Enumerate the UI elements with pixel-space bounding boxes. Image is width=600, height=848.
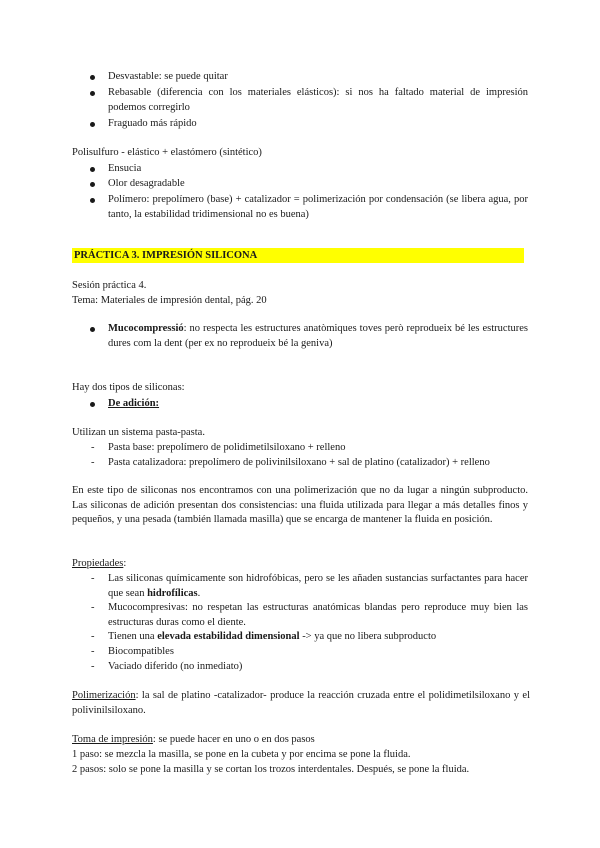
toma-heading bbox=[72, 733, 315, 747]
list-item: Desvastable: se puede quitar bbox=[108, 71, 228, 82]
dash-marker: - bbox=[91, 646, 95, 657]
toma-line-2: 2 pasos: solo se pone la masilla y se cortan los trozos interdentales. Después, se pone la fluida. bbox=[72, 764, 470, 775]
propiedad-text: Tienen una bbox=[108, 631, 158, 642]
tema-line: Tema: Materiales de impresión dental, pág. 20 bbox=[72, 295, 267, 306]
list-item: Rebasable (diferencia con los materiales elásticos): si nos ha faltado material de impresión podemos corregirlo bbox=[108, 87, 528, 113]
utilizan-line: Utilizan un sistema pasta-pasta. bbox=[72, 427, 205, 438]
polimerizacion-paragraph bbox=[72, 689, 530, 718]
polisulfuro-title: Polisulfuro - elástico + elastómero (sintético) bbox=[72, 147, 262, 158]
dash-marker: - bbox=[91, 442, 95, 453]
propiedad-item: Mucocompresivas: no respetan las estructuras anatómicas blandas pero reproduce muy bien las estructuras duras como el diente. bbox=[108, 602, 528, 628]
propiedades-heading bbox=[72, 557, 126, 571]
pasta-item: Pasta base: prepolímero de polidimetilsiloxano + relleno bbox=[108, 442, 346, 453]
mucocompressio-term: Mucocompressió bbox=[108, 323, 184, 334]
section-heading: PRÁCTICA 3. IMPRESIÓN SILICONA bbox=[74, 250, 258, 261]
mucocompressio-item bbox=[108, 322, 528, 351]
propiedad-text: . bbox=[197, 587, 201, 599]
dash-marker: - bbox=[91, 573, 95, 584]
dash-marker: - bbox=[91, 661, 95, 672]
polimerizacion-text: : la sal de platino -catalizador- produce la reacción cruzada entre el polidimetilsiloxano y el polivinilsiloxano. bbox=[72, 690, 530, 716]
bullet-dot bbox=[90, 198, 95, 203]
propiedad-item bbox=[108, 630, 436, 644]
list-item: Polímero: prepolímero (base) + catalizador = polimerización por condensación (se libera agua, por tanto, la estabilidad tridimensional no es buena) bbox=[108, 194, 528, 220]
propiedades-suffix: : bbox=[123, 558, 127, 569]
bullet-dot bbox=[90, 91, 95, 96]
toma-text: : se puede hacer en uno o en dos pasos bbox=[152, 734, 315, 745]
session-line: Sesión práctica 4. bbox=[72, 280, 147, 291]
toma-line-1: 1 paso: se mezcla la masilla, se pone en la cubeta y por encima se pone la fluida. bbox=[72, 749, 411, 760]
silicona-paragraph: En este tipo de siliconas nos encontramos con una polimerización que no da lugar a ningún subproducto. Las siliconas de adición presentan dos consistencias: una fluida utilizada para llegar a más detalles finos y pequeños, y una pesada (también llamada masilla) que se encarga de mantener la fluida en posición. bbox=[72, 485, 528, 525]
tipos-intro: Hay dos tipos de siliconas: bbox=[72, 382, 185, 393]
propiedad-item: Vaciado diferido (no inmediato) bbox=[108, 661, 243, 672]
mucocompressio-text: : no respecta les estructures anatòmiques toves però reprodueix bé les estructures dures com la dent (per ex no reprodueix bé la geniva) bbox=[108, 323, 528, 349]
bullet-dot bbox=[90, 167, 95, 172]
dash-marker: - bbox=[91, 602, 95, 613]
propiedad-bold: hidrofílicas bbox=[147, 587, 198, 599]
bullet-dot bbox=[90, 122, 95, 127]
adicion-heading bbox=[108, 397, 159, 411]
polimerizacion-label: Polimerización bbox=[72, 690, 136, 701]
bullet-dot bbox=[90, 75, 95, 80]
bullet-dot bbox=[90, 327, 95, 332]
propiedades-label: Propiedades bbox=[72, 558, 124, 569]
propiedad-text: Las siliconas químicamente son hidrofóbicas, pero se les añaden sustancias surfactantes para hacer que sean bbox=[108, 573, 528, 599]
list-item: Ensucia bbox=[108, 163, 142, 174]
bullet-dot bbox=[90, 402, 95, 407]
propiedad-item bbox=[108, 572, 528, 601]
dash-marker: - bbox=[91, 631, 95, 642]
toma-label: Toma de impresión bbox=[72, 734, 153, 745]
propiedad-bold: elevada estabilidad dimensional bbox=[157, 631, 300, 642]
adicion-label: De adición: bbox=[108, 398, 160, 409]
dash-marker: - bbox=[91, 457, 95, 468]
list-item: Fraguado más rápido bbox=[108, 118, 197, 129]
bullet-dot bbox=[90, 182, 95, 187]
propiedad-text: -> ya que no libera subproducto bbox=[299, 631, 437, 642]
propiedad-item: Biocompatibles bbox=[108, 646, 174, 657]
list-item: Olor desagradable bbox=[108, 178, 185, 189]
pasta-item: Pasta catalizadora: prepolímero de polivinilsiloxano + sal de platino (catalizador) + relleno bbox=[108, 457, 490, 468]
